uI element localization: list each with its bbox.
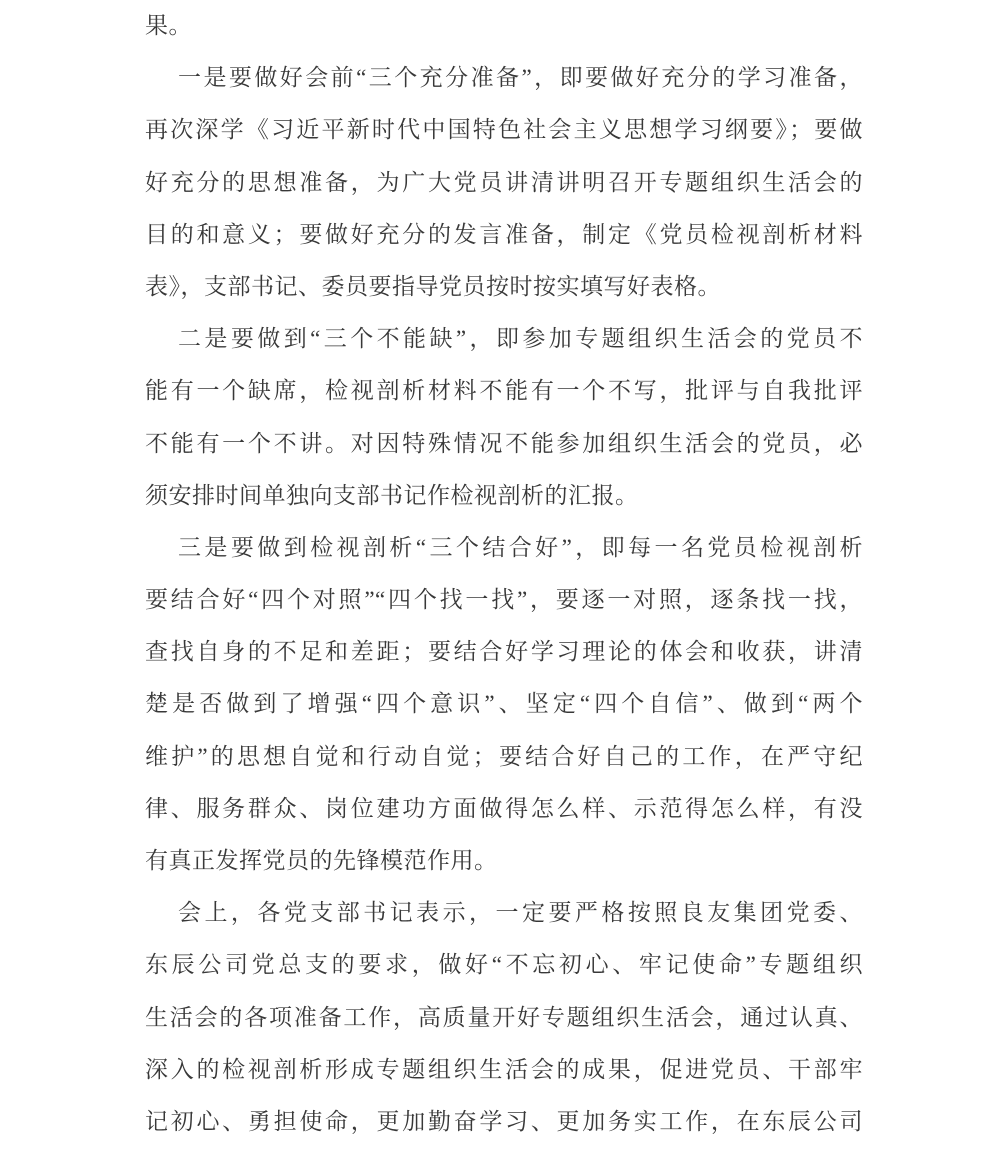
text-line: 深入的检视剖析形成专题组织生活会的成果，促进党员、干部牢	[145, 1056, 863, 1082]
text-line: 查找自身的不足和差距；要结合好学习理论的体会和收获，讲清	[145, 639, 863, 665]
text-line: 好充分的思想准备，为广大党员讲清讲明召开专题组织生活会的	[145, 169, 863, 195]
text-line: 东辰公司党总支的要求，做好“不忘初心、牢记使命”专题组织	[145, 952, 863, 978]
text-line: 三是要做到检视剖析“三个结合好”，即每一名党员检视剖析	[178, 534, 863, 560]
text-line: 维护”的思想自觉和行动自觉；要结合好自己的工作，在严守纪	[145, 743, 863, 769]
text-line: 果。	[145, 13, 192, 38]
text-line: 再次深学《习近平新时代中国特色社会主义思想学习纲要》；要做	[145, 117, 863, 143]
text-line: 生活会的各项准备工作，高质量开好专题组织生活会，通过认真、	[145, 1004, 863, 1030]
text-line: 记初心、勇担使命，更加勤奋学习、更加务实工作，在东辰公司	[145, 1108, 863, 1134]
text-line: 须安排时间单独向支部书记作检视剖析的汇报。	[145, 482, 639, 508]
text-line: 二是要做到“三个不能缺”，即参加专题组织生活会的党员不	[178, 326, 863, 352]
text-line: 能有一个缺席，检视剖析材料不能有一个不写，批评与自我批评	[145, 378, 863, 404]
text-line: 一是要做好会前“三个充分准备”，即要做好充分的学习准备，	[178, 65, 863, 91]
text-line: 表》，支部书记、委员要指导党员按时按实填写好表格。	[145, 273, 721, 299]
text-line: 有真正发挥党员的先锋模范作用。	[145, 848, 498, 873]
text-line: 律、服务群众、岗位建功方面做得怎么样、示范得怎么样，有没	[145, 795, 863, 821]
text-line: 楚是否做到了增强“四个意识”、坚定“四个自信”、做到“两个	[145, 691, 863, 717]
text-line: 要结合好“四个对照”“四个找一找”，要逐一对照，逐条找一找，	[145, 587, 863, 613]
text-line: 目的和意义；要做好充分的发言准备，制定《党员检视剖析材料	[145, 221, 863, 247]
text-line: 会上，各党支部书记表示，一定要严格按照良友集团党委、	[178, 900, 863, 926]
text-line: 不能有一个不讲。对因特殊情况不能参加组织生活会的党员，必	[145, 430, 863, 456]
